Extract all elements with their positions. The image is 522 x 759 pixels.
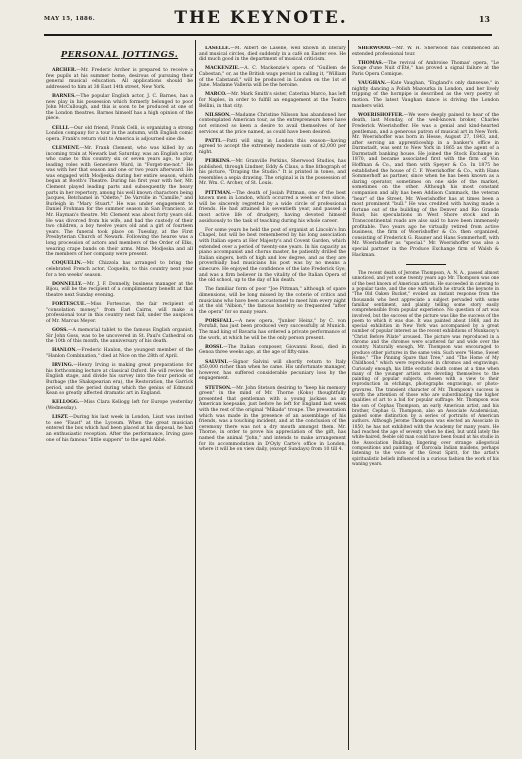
jotting-item xyxy=(199,113,346,135)
jotting-name: DONNELLY. xyxy=(52,281,83,287)
jotting-text: —Mr. Chizzola has arranged to bring the celebrated French actor, Coquelin, to this country next year for a ten weeks' season. xyxy=(46,261,193,278)
separator-rule xyxy=(406,264,446,265)
masthead xyxy=(0,0,522,44)
jotting-item xyxy=(46,302,193,324)
jotting-text: —M. Albert de Laselle, well known in literary and musical circles, died suddenly in a café on Easter eve. He did much good in the department of musical criticism. xyxy=(199,46,346,63)
masthead-rule xyxy=(44,34,492,36)
jotting-text: —During his last week in London, Liszt was invited to see "Faust" at the Lyceum. When the great musician entered the box which had been placed at his disposal, he had an enthusiastic reception. After the performance, Irving gave one of his famous "little suppers" to the aged Abbé. xyxy=(46,415,193,443)
jotting-item xyxy=(199,159,346,187)
jotting-item xyxy=(46,328,193,345)
jotting-text: —Signor Salvini will shortly return to Italy $50,000 richer than when he came. His unfortunate manager, however, has suffered considerable pecuniary loss by the engagement. xyxy=(199,359,346,382)
jotting-name: SALVINI. xyxy=(205,359,229,365)
jotting-name: CLEMENT. xyxy=(52,145,80,151)
newspaper-title: THE KEYNOTE. xyxy=(174,8,348,28)
jotting-text: —Mr. Frederic Archer is prepared to receive a few pupils at his summer home, desirous of pursuing their general musical education. All applications should be addressed to him at 38 East 14th street, New York. xyxy=(46,68,193,90)
jotting-name: PITTMAN. xyxy=(205,190,232,196)
jotting-text: —Miss Fortescue, the fair recipient of "consolation money," from Earl Cairns, will make a professional tour in this country next fall, under the auspices of Mr. Marcus Meyer. xyxy=(46,302,193,324)
jotting-text: —A new opera, "Junker Heinz," by C. von Porsfall, has just been produced very successfully at Munich. The mad king of Bavaria has ordered a private performance of the work, at which he will be the only person present. xyxy=(199,318,346,341)
jotting-item xyxy=(46,94,193,122)
jotting-text: —Henry Irving is making great preparations for his forthcoming lecture at classical Oxford. He will review the English stage, and divide his survey into the four periods of Burbage (the Shakspearian era), the Restoration, the Garrick period, and the period during which the genius of Edmund Kean so greatly affected dramatic art in England. xyxy=(46,363,193,397)
jotting-text: —Miss Clara Kellogg left for Europe yesterday (Wednesday). xyxy=(46,400,193,411)
jotting-text: —Mr. John Stetson desiring to "keep his memory green" in the mind of Mr. Thorne (Koko) thoughtfully presented that gentleman with a young jackass as an American keepsake, just before he left for England last week with the rest of the original "Mikado" troupe. The presentation which was made in the presence of an assemblage of his friends, was a touching incident, and at the conclusion of the ceremony there was not a dry mouth amongst them. Mr. Thorne, in order to prove his appreciation of the gift, has named the animal "John," and intends to make arrangement for its accommodation in D'Oyly Carte's office in London, where it will be on view daily, (except Sundays) from 10 till 4. xyxy=(199,385,346,453)
jotting-name: HANLON. xyxy=(52,348,77,354)
jotting-name: BARNES. xyxy=(52,93,76,99)
jotting-item xyxy=(199,92,346,109)
jotting-name: GOSS. xyxy=(52,328,68,334)
jotting-item xyxy=(199,191,346,225)
column-2 xyxy=(199,46,346,746)
jotting-text: —The Italian composer, Giovanni Rossi, died in Genoa three weeks ago, at the age of fifty-nine. xyxy=(199,344,346,356)
jotting-item xyxy=(46,282,193,299)
thompson-article: The recent death of Jerome Thompson, A. N. A., passed almost unnoticed, and yet some twenty years ago Mr. Thompson was one of the best known of American artists. He succeeded in catering to a popular taste, and the one with which he struck the keynote in "The Old Oaken Bucket," evoked an instant response from the thousands who best appreciate a subject pervaded with some familiar sentiment, and plainly telling some story easily comprehensible from popular experience. No question of art was involved, but the success of the picture was like the success of the poem to which it was due. It was painted about 1868, and its special exhibition in New York was accompanied by a great number of popular interest as the recent exhibitions of Munkacsy's "Christ Before Pilate" aroused. The picture was reproduced in a chromo and the chromos were scattered far and wide over the country. Naturally enough, Mr. Thompson was encouraged to produce other pictures in the same vein. Such were "Home, Sweet Home," "The Pinning Spare that Tree," and "The Home of My Childhood," which were reproduced in chromos and engravings. Curiously enough, his little ecstatic death comes at a time when many of the younger artists are devoting themselves to the painting of popular subjects, chosen with a view to their reproduction in etchings, photographs engravings, or photo-gravures. The transient character of Mr. Thompson's success is worth the attention of those who are subordinating the higher qualities of art to a bid for popular suffrage. Mr. Thompson was the son of Cephas Thompson, an early American artist, and his brother, Cephas G. Thompson, also an Associate Academician, gained some distinction by a series of portraits of American authors. Although Jerome Thompson was elected an Associate in 1850, he has not exhibited with the Academy for many years. He had reached the age of seventy when he died, but until lately the white-haired, feeble old man could have been found at his studio in the Association Building, lingering over strange allegorical compositions and paintings of Darcoala Indian maidens, perhaps listening to the voice of the Great Spirit, for the artist's spiritualistic beliefs influenced in a curious fashion the work of his waning years. xyxy=(352,271,499,467)
page-number: 13 xyxy=(478,14,490,24)
jotting-name: THOMAS. xyxy=(358,60,384,66)
jotting-item xyxy=(352,81,499,109)
column-divider xyxy=(348,40,349,750)
jotting-text: —The revival of Ambroise Thomas' opera, "Le Songe d'une Nuit d'Été," has proved a signal failure at the Paris Opera Comique. xyxy=(352,60,499,77)
jotting-name: PERKINS. xyxy=(205,159,231,165)
jotting-name: STETSON. xyxy=(205,385,232,391)
jotting-text: —Frederic Hanlon, the youngest member of the "Hanlon Combination," died at Nice on the 28th of April. xyxy=(46,348,193,360)
jotting-item xyxy=(199,360,346,382)
jotting-text: The familiar form of poor "Joe Pittman," although of spare dimensions, will be long missed by the coterie of critics and musicians who have been accustomed to meet him every night at the old "Albion," the famous hostelry so frequented "after the opera" for so many years. xyxy=(199,287,346,315)
jotting-name: PATTI. xyxy=(205,138,222,144)
jotting-text: —Patti will sing in London this season—having agreed to accept the extremely moderate sum of $2,000 per night. xyxy=(199,138,346,155)
jotting-item xyxy=(46,363,193,397)
jotting-item xyxy=(46,348,193,359)
jotting-text: For some years he held the post of organist at Lincoln's Inn Chapel, but will be best remembered by his long association with Italian opera at Her Majesty's and Covent Garden, which extended over a period of twenty-one years. In his capacity as piano accompanist and chorus master, he patiently drilled the Italian singers, both of high and low degree, and as they are proverbially bad musicians his post was by no means a sinecure. He enjoyed the confidence of the late Frederick Gye, and was a firm believer in the vitality of the Italian Opera of the old school, up to the day of his death. xyxy=(199,227,346,284)
jotting-name: ROSSI. xyxy=(205,344,224,350)
jotting-text: —Our old friend, Frank Celli, is organizing a strong London company for a tour in the autumn, with English comic opera. Frank's return visit to America is adjourned sine die. xyxy=(46,125,193,142)
jotting-name: MARCO. xyxy=(205,92,227,98)
jotting-item xyxy=(199,287,346,315)
jotting-item xyxy=(199,139,346,156)
section-heading: PERSONAL JOTTINGS. xyxy=(60,50,179,60)
jotting-name: VAUGHAN. xyxy=(358,81,387,87)
jotting-name: NILSSON. xyxy=(205,112,231,118)
column-3 xyxy=(352,46,499,746)
jotting-name: PORSFALL. xyxy=(205,318,235,324)
jotting-item xyxy=(199,319,346,341)
jotting-name: LASELLE. xyxy=(205,46,231,51)
jotting-text: —The popular English actor, J. C. Barnes, has a new play in his possession which formerly belonged to poor John McCullough, and this is soon to be produced at one of the London theatres. Barnes himself has a high opinion of the piece. xyxy=(46,93,193,122)
column-1 xyxy=(46,46,193,746)
jotting-item xyxy=(46,126,193,143)
jotting-name: FORTESCUE. xyxy=(52,302,86,308)
jotting-text: —A memorial tablet to the famous English organist, Sir John Goss, was to be uncovered in St. Paul's Cathedral on the 10th of this month, the anniversary of his death. xyxy=(46,328,193,345)
jotting-name: KELLOGG. xyxy=(52,400,80,406)
column-divider xyxy=(195,40,196,750)
jotting-name: ARCHER. xyxy=(52,68,77,73)
jotting-text: —We were deeply pained to hear of the death, last Monday, of the well-known broker, Charles Frederick Woerishoffer. He was a genial and kind-hearted gentleman, and a generous patron of musical art in New York. Mr. Woerishoffer was born in Hesse, August 27, 1843, and, after serving an apprenticeship in a banker's office in Darmstadt, was sent to New York in 1865 as the agent of a Darmstadt banking house. He joined the Stock Exchange in 1870, and became associated first with the firm of Von Hoffman & Co., and then with Speyer & Co. In 1875 he established the house of C. F. Woerishoffer & Co., with Hans Sommerhoff as partner, since when he has been known as a daring operator, sometimes on one side of the market, sometimes on the other. Although his most constant companion and ally has been Addison Cammack, the veteran "bear" of the Street, Mr. Woerishoffer has at times been a most prominent "bull." He was credited with having made a fortune out of the building of the Denver and Rio Grande Road; his speculations in West Shore stock and in Transcontinental roads are also said to have been immensely profitable. Two years ago he virtually retired from active business, the firm of Woerishoffer & Co. then organized, consisting of Frederick G. Rauner and Hans Sommerhoff, with Mr. Woerishoffer as "special." Mr. Woerishoffer was also a special partner in the Produce Exchange firm of Walsh & Hackman. xyxy=(352,112,499,258)
jotting-item xyxy=(199,46,346,63)
jotting-item xyxy=(46,400,193,411)
issue-date: MAY 15, 1886. xyxy=(44,16,96,22)
jotting-item xyxy=(46,261,193,278)
jotting-name: CELLI. xyxy=(52,125,70,131)
jotting-text: —Mr. Mark Smith's sister, Caterina Marco, has left for Naples, in order to fulfill an engagement at the Teatro Bellini, in that city. xyxy=(199,92,346,109)
jotting-text: —Kate Vaughan, "England's only danseuse," in nightly dancing a Polish Mazourka in London, and her lively tripping of the hornpipe is described as the very poetry of motion. The latest Vaughan dance is driving the London mashers wild. xyxy=(352,81,499,109)
jotting-item xyxy=(352,113,499,258)
jotting-item xyxy=(46,415,193,443)
jotting-item xyxy=(199,345,346,356)
jotting-name: COQUELIN. xyxy=(52,261,83,267)
jotting-item xyxy=(352,61,499,78)
jotting-name: MACKENZIE. xyxy=(205,66,240,72)
jotting-item xyxy=(352,46,499,57)
jotting-item xyxy=(199,228,346,284)
jotting-text: —Mr. Granville Perkins, Sherwood Studios, has published, through Lindner, Eddy & Claus, a fine lithograph of his picture, "Draping the Studio." It is printed in tones, and resembles a sepia drawing. The original is in the possession of Mr. Wm. C. Archer, of St. Louis. xyxy=(199,159,346,187)
jotting-name: SHERWOOD. xyxy=(358,46,392,51)
jotting-item xyxy=(199,386,346,453)
jotting-item xyxy=(46,146,193,258)
jotting-text: —The death of Josiah Pittman, one of the best known men in London, which occurred a week or two since, will be sincerely regretted by a wide circle of professional friends. He had attained his seventieth year, and passed a most active life of drudgery, having devoted himself assiduously to the task of teaching during his whole career. xyxy=(199,190,346,224)
jotting-text: —Mr. J. F. Donnelly, business manager at the Bijou, will be the recipient of a complimentary benefit at that theatre next Sunday evening. xyxy=(46,281,193,298)
jotting-item xyxy=(199,66,346,88)
jotting-text: —Mr. Frank Clement, who was killed by an incoming train at Newark last Saturday, was an English actor, who came to this country six or seven years ago, to play leading roles with Genevieve Ward, in "Forget-me-not." He was with her that season and one or two years afterward. He was engaged with Modjeska during her entire season, which began at Booth's Theatre. During his first year with her, Mr. Clement played leading parts and subsequently the heavy parts in her repertory, among his well known characters being Jacques, Betchamel in "Odette," De Varville in "Camille," and Burleigh in "Mary Stuart." He was under engagement to Daniel Frohman for the summer season in San Francisco, at Mr. Hayman's theatre. Mr. Clement was about forty years old. He was divorced from his wife, and had the custody of their two children, a boy twelve years old and a girl of fourteen years. The funeral took place on Tuesday, at the First Presbyterian Church of Newark. Following the hearse was a long procession of actors and members of the Order of Elks, wearing crape bands on their arms. Mme. Modjeska and all the members of her company were present. xyxy=(46,145,193,258)
jotting-item xyxy=(46,68,193,90)
jotting-text: —Madame Christine Nilsson has abandoned her contemplated American tour, as the entrepreneurs here have not evinced so keen a desire to avail themselves of her services at the price named, as could have been desired. xyxy=(199,112,346,135)
jotting-text: —A. C. Mackenzie's opera of "Guillem de Cabestan," or, as the British wags persist in calling it, "William of the Cabstand," will be produced in London on the 1st of June. Madame Valleria will be the heroine. xyxy=(199,66,346,89)
jotting-name: IRVING. xyxy=(52,363,74,369)
jotting-text: —Mr. W. H. Sherwood has commenced an extended professional tour. xyxy=(352,46,499,57)
jotting-name: LISZT. xyxy=(52,415,69,421)
jotting-name: WOERISHOFFER. xyxy=(358,112,404,118)
